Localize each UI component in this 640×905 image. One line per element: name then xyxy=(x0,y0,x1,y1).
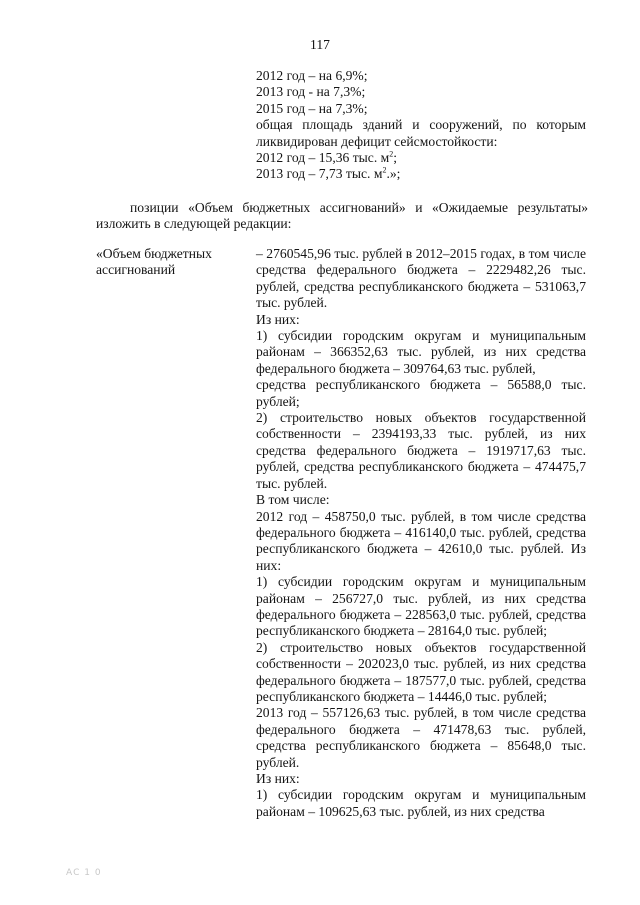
of-them-heading-2: Из них: xyxy=(256,771,300,786)
subsidies-republican-paragraph: средства республиканского бюджета – 56588,0 тыс. рублей; xyxy=(256,377,586,409)
year-2012-construction-paragraph: 2) строительство новых объектов государственной собственности – 202023,0 тыс. рублей, из них средства федерального бюджета – 187577,0 тыс. рублей, средства республиканского бюджета – 14446,0 тыс. рублей; xyxy=(256,639,586,704)
year-2012-paragraph: 2012 год – 458750,0 тыс. рублей, в том числе средства федерального бюджета – 416140,0 тыс. рублей, средства республиканского бюджета – 42610,0 тыс. рублей. Из них: xyxy=(256,508,586,573)
page-number: 117 xyxy=(310,37,330,52)
result-line-2013: 2013 год - на 7,3%; xyxy=(256,84,366,100)
footer-stamp: АС 1 0 xyxy=(66,868,102,878)
result-line-2015: 2015 год – на 7,3%; xyxy=(256,100,368,116)
intro-paragraph: позиции «Объем бюджетных ассигнований» и «Ожидаемые результаты» изложить в следующей редакции: xyxy=(96,200,588,232)
year-2013-paragraph: 2013 год – 557126,63 тыс. рублей, в том числе средства федерального бюджета – 471478,63 тыс. рублей, средства республиканского бюджета – 85648,0 тыс. рублей. xyxy=(256,705,586,770)
area-description: общая площадь зданий и сооружений, по которым ликвидирован дефицит сейсмостойкости: xyxy=(256,117,586,149)
year-2013-subsidies-paragraph: 1) субсидии городским округам и муниципальным районам – 109625,63 тыс. рублей, из них средства xyxy=(256,787,586,819)
area-line-2012: 2012 год – 15,36 тыс. $м^2$; xyxy=(256,149,398,166)
budget-total-paragraph: – 2760545,96 тыс. рублей в 2012–2015 годах, в том числе средства федерального бюджета – 2229482,26 тыс. рублей, средства республиканского бюджета – 531063,7 тыс. рублей. xyxy=(256,246,586,311)
budget-allocation-label: «Объем бюджетных ассигнований xyxy=(96,246,212,278)
year-2012-subsidies-paragraph: 1) субсидии городским округам и муниципальным районам – 256727,0 тыс. рублей, из них средства федерального бюджета – 228563,0 тыс. рублей, средства республиканского бюджета – 28164,0 тыс. рублей; xyxy=(256,574,586,639)
budget-allocation-text xyxy=(256,246,586,820)
subsidies-total-paragraph: 1) субсидии городским округам и муниципальным районам – 366352,63 тыс. рублей, из них средства федерального бюджета – 309764,63 тыс. рублей, xyxy=(256,328,586,376)
area-line-2013: 2013 год – 7,73 тыс. $м^2$.»; xyxy=(256,165,401,182)
construction-total-paragraph: 2) строительство новых объектов государственной собственности – 2394193,33 тыс. рублей, из них средства федерального бюджета – 1919717,63 тыс. рублей, средства республиканского бюджета – 474475,7 тыс. рублей. xyxy=(256,410,586,491)
including-heading: В том числе: xyxy=(256,492,330,508)
results-continuation xyxy=(256,68,586,183)
of-them-heading: Из них: xyxy=(256,311,300,327)
result-line-2012: 2012 год – на 6,9%; xyxy=(256,68,368,83)
